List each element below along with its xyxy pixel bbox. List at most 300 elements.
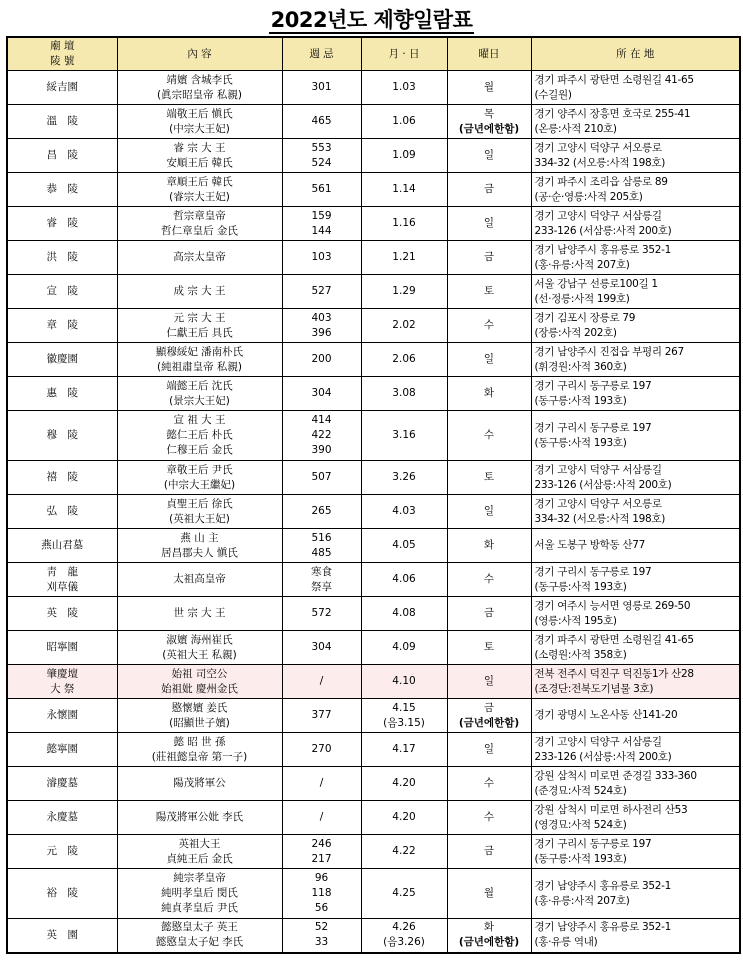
document-title — [0, 4, 743, 34]
content-line: 章敬王后 尹氏 — [166, 463, 233, 476]
date-line: 2.02 — [392, 319, 416, 331]
location-line: 233-126 (서삼릉:사적 200호) — [534, 750, 672, 763]
cell-anniversary — [282, 733, 361, 767]
cell-date — [361, 377, 447, 411]
cell-content — [117, 597, 282, 631]
anniversary-line: 524 — [311, 156, 332, 169]
table-row — [7, 699, 740, 733]
location-line: (온릉:사적 210호) — [534, 122, 617, 135]
tomb-name-line: 綏吉園 — [46, 81, 78, 93]
content-line: 成 宗 大 王 — [173, 285, 226, 297]
table-row — [7, 597, 740, 631]
cell-location — [531, 529, 740, 563]
cell-tomb-name — [7, 461, 117, 495]
location-line: (수길원) — [534, 88, 572, 101]
cell-date — [361, 411, 447, 461]
cell-date — [361, 207, 447, 241]
weekday-line: 일 — [483, 149, 495, 161]
cell-tomb-name — [7, 733, 117, 767]
cell-content — [117, 869, 282, 919]
location-line: 233-126 (서삼릉:사적 200호) — [534, 224, 672, 237]
date-line: 3.16 — [392, 429, 416, 441]
weekday-line: 토 — [483, 285, 495, 297]
cell-tomb-name — [7, 71, 117, 105]
table-header — [7, 37, 740, 71]
date-line: 3.26 — [392, 471, 416, 483]
tomb-name-line: 弘 陵 — [46, 505, 78, 517]
cell-weekday — [447, 869, 531, 919]
content-line: 元 宗 大 王 — [173, 311, 226, 324]
content-line: 愍懷嬪 姜氏 — [171, 701, 228, 714]
cell-date — [361, 343, 447, 377]
cell-date — [361, 801, 447, 835]
tomb-name-line: 大 祭 — [50, 682, 75, 695]
weekday-line: (금년에한함) — [458, 122, 520, 135]
cell-tomb-name — [7, 665, 117, 699]
cell-date — [361, 597, 447, 631]
cell-location — [531, 139, 740, 173]
cell-weekday — [447, 411, 531, 461]
content-line: (中宗大王繼妃) — [163, 478, 236, 491]
cell-weekday — [447, 173, 531, 207]
cell-content — [117, 461, 282, 495]
cell-anniversary — [282, 377, 361, 411]
location-line: 경기 구리시 동구릉로 197 — [534, 421, 652, 434]
table-row — [7, 275, 740, 309]
table-row — [7, 105, 740, 139]
tomb-name-line: 徽慶園 — [46, 353, 78, 365]
anniversary-line: / — [319, 777, 324, 789]
header-weekday: 曜日 — [447, 37, 531, 71]
cell-anniversary — [282, 241, 361, 275]
weekday-line: 수 — [483, 811, 495, 823]
header-content: 內 容 — [117, 37, 282, 71]
cell-content — [117, 377, 282, 411]
cell-location — [531, 241, 740, 275]
cell-location — [531, 207, 740, 241]
cell-weekday — [447, 71, 531, 105]
table-row — [7, 71, 740, 105]
date-line: 4.06 — [392, 573, 416, 585]
content-line: (純祖肅皇帝 私親) — [156, 360, 243, 373]
location-line: 경기 고양시 덕양구 서삼릉길 — [534, 735, 662, 748]
date-line: 4.17 — [392, 743, 416, 755]
weekday-line: 수 — [483, 429, 495, 441]
cell-tomb-name — [7, 275, 117, 309]
date-line: 4.10 — [392, 675, 416, 687]
tomb-name-line: 溫 陵 — [46, 115, 78, 127]
location-line: 경기 구리시 동구릉로 197 — [534, 837, 652, 850]
tomb-name-line: 永懷園 — [46, 709, 78, 721]
location-line: 경기 남양주시 홍유릉로 352-1 — [534, 921, 672, 934]
location-line: 334-32 (서오릉:사적 198호) — [534, 512, 665, 525]
anniversary-line: / — [319, 811, 324, 823]
table-row — [7, 563, 740, 597]
date-line: 4.20 — [392, 777, 416, 789]
cell-location — [531, 597, 740, 631]
content-line: 懿愍皇太子妃 李氏 — [155, 936, 244, 949]
date-line: 1.09 — [392, 149, 416, 161]
date-line: 4.08 — [392, 607, 416, 619]
anniversary-line: 390 — [311, 444, 332, 456]
location-line: 경기 여주시 능서면 영릉로 269-50 — [534, 599, 691, 612]
table-row — [7, 869, 740, 919]
location-line: 전북 전주시 덕진구 덕진동1가 산28 — [534, 667, 694, 680]
ceremony-table — [6, 36, 741, 954]
cell-weekday — [447, 801, 531, 835]
anniversary-line: 516 — [311, 531, 332, 544]
table-row — [7, 631, 740, 665]
weekday-line: 금 — [483, 251, 495, 263]
cell-content — [117, 733, 282, 767]
cell-weekday — [447, 207, 531, 241]
location-line: 강원 삼척시 미로면 준경길 333-360 — [534, 769, 697, 782]
location-line: 경기 구리시 동구릉로 197 — [534, 565, 652, 578]
location-line: 경기 고양시 덕양구 서삼릉길 — [534, 463, 662, 476]
location-line: (선·정릉:사적 199호) — [534, 292, 630, 305]
location-line: 서울 강남구 선릉로100길 1 — [534, 277, 658, 290]
cell-weekday — [447, 699, 531, 733]
anniversary-line: 56 — [314, 902, 329, 914]
cell-tomb-name — [7, 631, 117, 665]
anniversary-line: 103 — [311, 251, 332, 263]
content-line: (昭顯世子嬪) — [169, 716, 230, 729]
cell-anniversary — [282, 919, 361, 953]
tomb-name-line: 惠 陵 — [46, 387, 78, 399]
header-anniversary: 週 忌 — [282, 37, 361, 71]
tomb-name-line: 英 園 — [46, 928, 78, 941]
cell-location — [531, 105, 740, 139]
cell-tomb-name — [7, 767, 117, 801]
content-line: 端敬王后 愼氏 — [166, 107, 233, 120]
date-line: 4.22 — [392, 845, 416, 857]
location-line: 경기 파주시 조리읍 삼릉로 89 — [534, 175, 668, 188]
table-row — [7, 801, 740, 835]
date-line: 1.14 — [392, 183, 416, 195]
cell-date — [361, 733, 447, 767]
cell-anniversary — [282, 411, 361, 461]
anniversary-line: 144 — [311, 224, 332, 237]
cell-anniversary — [282, 105, 361, 139]
cell-date — [361, 631, 447, 665]
cell-location — [531, 767, 740, 801]
tomb-name-line: 恭 陵 — [46, 183, 78, 195]
anniversary-line: 507 — [311, 471, 332, 483]
cell-location — [531, 275, 740, 309]
cell-weekday — [447, 309, 531, 343]
tomb-name-line: 禧 陵 — [46, 471, 78, 483]
cell-content — [117, 835, 282, 869]
header-tomb-name: 廟 壇 陵 號 — [7, 37, 117, 71]
content-line: 哲宗章皇帝 — [173, 209, 226, 222]
cell-tomb-name — [7, 835, 117, 869]
tomb-name-line: 元 陵 — [46, 845, 78, 857]
table-row — [7, 767, 740, 801]
cell-anniversary — [282, 631, 361, 665]
date-line: 1.29 — [392, 285, 416, 297]
cell-location — [531, 71, 740, 105]
anniversary-line: 祭享 — [311, 580, 332, 593]
content-line: 純明孝皇后 閔氏 — [161, 887, 238, 899]
tomb-name-line: 永慶墓 — [46, 811, 78, 823]
location-line: 서울 도봉구 방학동 산77 — [534, 539, 645, 551]
content-line: 宣 祖 大 王 — [173, 414, 226, 426]
anniversary-line: 572 — [311, 607, 332, 619]
cell-weekday — [447, 377, 531, 411]
cell-content — [117, 71, 282, 105]
tomb-name-line: 燕山君墓 — [41, 539, 84, 551]
anniversary-line: 396 — [311, 326, 332, 339]
tomb-name-line: 肇慶壇 — [46, 667, 78, 680]
location-line: 334-32 (서오릉:사적 198호) — [534, 156, 665, 169]
cell-date — [361, 495, 447, 529]
weekday-line: (금년에한함) — [458, 716, 520, 729]
cell-weekday — [447, 767, 531, 801]
location-line: (휘경원:사적 360호) — [534, 360, 627, 373]
cell-tomb-name — [7, 411, 117, 461]
content-line: 高宗太皇帝 — [173, 251, 226, 263]
table-row — [7, 377, 740, 411]
cell-anniversary — [282, 275, 361, 309]
anniversary-line: 96 — [314, 872, 329, 884]
cell-tomb-name — [7, 343, 117, 377]
location-line: (소령원:사적 358호) — [534, 648, 627, 661]
date-line: 4.15 — [392, 701, 416, 714]
cell-content — [117, 105, 282, 139]
location-line: 경기 파주시 광탄면 소령원길 41-65 — [534, 73, 694, 86]
table-row — [7, 835, 740, 869]
table-row — [7, 495, 740, 529]
content-line: (眞宗昭皇帝 私親) — [156, 88, 243, 101]
weekday-line: 금 — [483, 183, 495, 195]
content-line: 貞聖王后 徐氏 — [166, 497, 233, 510]
cell-anniversary — [282, 699, 361, 733]
content-line: 睿 宗 大 王 — [173, 141, 226, 154]
date-line: 1.06 — [392, 115, 416, 127]
cell-date — [361, 275, 447, 309]
anniversary-line: 465 — [311, 115, 332, 127]
cell-date — [361, 919, 447, 953]
content-line: 章順王后 韓氏 — [166, 175, 233, 188]
cell-tomb-name — [7, 919, 117, 953]
cell-date — [361, 241, 447, 275]
date-line: 4.25 — [392, 887, 416, 899]
date-line: 1.21 — [392, 251, 416, 263]
tomb-name-line: 昌 陵 — [46, 149, 78, 161]
cell-weekday — [447, 597, 531, 631]
date-line: 3.08 — [392, 387, 416, 399]
content-line: (中宗大王妃) — [169, 122, 230, 135]
table-row — [7, 461, 740, 495]
cell-anniversary — [282, 173, 361, 207]
cell-date — [361, 563, 447, 597]
location-line: 경기 고양시 덕양구 서삼릉길 — [534, 209, 662, 222]
cell-anniversary — [282, 529, 361, 563]
cell-weekday — [447, 631, 531, 665]
content-line: 居昌郡夫人 愼氏 — [161, 546, 238, 559]
anniversary-line: / — [319, 675, 324, 687]
content-line: 哲仁章皇后 金氏 — [161, 224, 238, 237]
tomb-name-line: 洪 陵 — [46, 251, 78, 263]
cell-anniversary — [282, 495, 361, 529]
cell-tomb-name — [7, 139, 117, 173]
content-line: 靖嬪 含城李氏 — [166, 73, 233, 86]
content-line: 純貞孝皇后 尹氏 — [161, 902, 238, 914]
anniversary-line: 527 — [311, 285, 332, 297]
anniversary-line: 118 — [311, 887, 332, 899]
anniversary-line: 246 — [311, 837, 332, 850]
cell-location — [531, 801, 740, 835]
cell-weekday — [447, 733, 531, 767]
table-row — [7, 343, 740, 377]
content-line: 顯穆綏妃 潘南朴氏 — [155, 345, 244, 358]
anniversary-line: 52 — [314, 921, 329, 934]
cell-tomb-name — [7, 241, 117, 275]
tomb-name-line: 靑 龍 — [46, 565, 78, 578]
content-line: 端懿王后 沈氏 — [166, 379, 233, 392]
tomb-name-line: 昭寧園 — [46, 641, 78, 653]
cell-date — [361, 105, 447, 139]
content-line: 英祖大王 — [178, 837, 221, 850]
weekday-line: 금 — [483, 845, 495, 857]
cell-tomb-name — [7, 173, 117, 207]
cell-date — [361, 173, 447, 207]
cell-content — [117, 241, 282, 275]
location-line: 경기 고양시 덕양구 서오릉로 — [534, 497, 662, 510]
content-line: 陽茂將軍公 — [173, 777, 226, 789]
weekday-line: 일 — [483, 217, 495, 229]
content-line: 仁穆王后 金氏 — [166, 444, 233, 456]
cell-date — [361, 461, 447, 495]
location-line: 경기 남양주시 홍유릉로 352-1 — [534, 879, 672, 892]
cell-tomb-name — [7, 105, 117, 139]
tomb-name-line: 英 陵 — [46, 607, 78, 619]
tomb-name-line: 裕 陵 — [46, 887, 78, 899]
date-line: 4.20 — [392, 811, 416, 823]
tomb-name-line: 章 陵 — [46, 319, 78, 331]
table-row — [7, 529, 740, 563]
cell-tomb-name — [7, 377, 117, 411]
anniversary-line: 553 — [311, 141, 332, 154]
weekday-line: 화 — [483, 921, 495, 934]
cell-tomb-name — [7, 563, 117, 597]
cell-anniversary — [282, 869, 361, 919]
date-line: (음3.26) — [383, 936, 425, 949]
location-line: 강원 삼척시 미로면 하사전리 산53 — [534, 803, 688, 816]
location-line: 경기 양주시 장흥면 호국로 255-41 — [534, 107, 691, 120]
cell-content — [117, 343, 282, 377]
content-line: (英祖大王妃) — [169, 512, 230, 525]
content-line: (莊祖懿皇帝 第一子) — [151, 750, 248, 763]
content-line: 太祖高皇帝 — [173, 573, 226, 585]
cell-weekday — [447, 919, 531, 953]
content-line: (英祖大王 私親) — [162, 648, 237, 661]
cell-tomb-name — [7, 529, 117, 563]
cell-content — [117, 631, 282, 665]
tomb-name-line: 刈草儀 — [46, 580, 78, 593]
cell-anniversary — [282, 665, 361, 699]
weekday-line: 금 — [483, 701, 495, 714]
table-row — [7, 207, 740, 241]
cell-anniversary — [282, 461, 361, 495]
weekday-line: 금 — [483, 607, 495, 619]
cell-date — [361, 665, 447, 699]
content-line: 懿 昭 世 孫 — [173, 735, 226, 748]
cell-content — [117, 411, 282, 461]
cell-tomb-name — [7, 699, 117, 733]
table-row — [7, 733, 740, 767]
date-line: 4.03 — [392, 505, 416, 517]
weekday-line: 일 — [483, 743, 495, 755]
cell-location — [531, 919, 740, 953]
cell-anniversary — [282, 801, 361, 835]
cell-date — [361, 529, 447, 563]
title-text: 2022년도 제향일람표 — [270, 8, 473, 32]
location-line: (홍·유릉:사적 207호) — [534, 258, 630, 271]
cell-anniversary — [282, 597, 361, 631]
anniversary-line: 寒食 — [311, 565, 332, 578]
cell-anniversary — [282, 139, 361, 173]
table-row — [7, 919, 740, 953]
anniversary-line: 485 — [311, 546, 332, 559]
date-line: 2.06 — [392, 353, 416, 365]
cell-content — [117, 495, 282, 529]
location-line: 경기 남양주시 홍유릉로 352-1 — [534, 243, 672, 256]
weekday-line: 일 — [483, 505, 495, 517]
cell-content — [117, 139, 282, 173]
tomb-name-line: 懿寧園 — [46, 743, 78, 755]
cell-date — [361, 835, 447, 869]
location-line: (동구릉:사적 193호) — [534, 394, 627, 407]
anniversary-line: 561 — [311, 183, 332, 195]
weekday-line: 목 — [483, 107, 495, 120]
cell-location — [531, 665, 740, 699]
cell-tomb-name — [7, 207, 117, 241]
content-line: 純宗孝皇帝 — [173, 872, 226, 884]
content-line: (睿宗大王妃) — [169, 190, 230, 203]
weekday-line: 화 — [483, 539, 495, 551]
cell-location — [531, 563, 740, 597]
date-line: 4.05 — [392, 539, 416, 551]
cell-anniversary — [282, 71, 361, 105]
anniversary-line: 270 — [311, 743, 332, 755]
cell-location — [531, 377, 740, 411]
cell-date — [361, 139, 447, 173]
content-line: 淑嬪 海州崔氏 — [166, 633, 233, 646]
cell-date — [361, 309, 447, 343]
weekday-line: 일 — [483, 675, 495, 687]
tomb-name-line: 宣 陵 — [46, 285, 78, 297]
cell-anniversary — [282, 835, 361, 869]
table-row — [7, 411, 740, 461]
cell-weekday — [447, 105, 531, 139]
location-line: 233-126 (서삼릉:사적 200호) — [534, 478, 672, 491]
location-line: (장릉:사적 202호) — [534, 326, 617, 339]
location-line: (동구릉:사적 193호) — [534, 852, 627, 865]
location-line: 경기 남양주시 진접읍 부평리 267 — [534, 345, 684, 358]
weekday-line: 수 — [483, 319, 495, 331]
cell-tomb-name — [7, 309, 117, 343]
cell-location — [531, 869, 740, 919]
content-line: 始祖妣 慶州金氏 — [161, 682, 238, 695]
weekday-line: (금년에한함) — [458, 936, 520, 949]
cell-tomb-name — [7, 869, 117, 919]
cell-tomb-name — [7, 597, 117, 631]
cell-date — [361, 71, 447, 105]
cell-location — [531, 461, 740, 495]
date-line: 4.26 — [392, 921, 416, 934]
location-line: (영경묘:사적 524호) — [534, 818, 627, 831]
